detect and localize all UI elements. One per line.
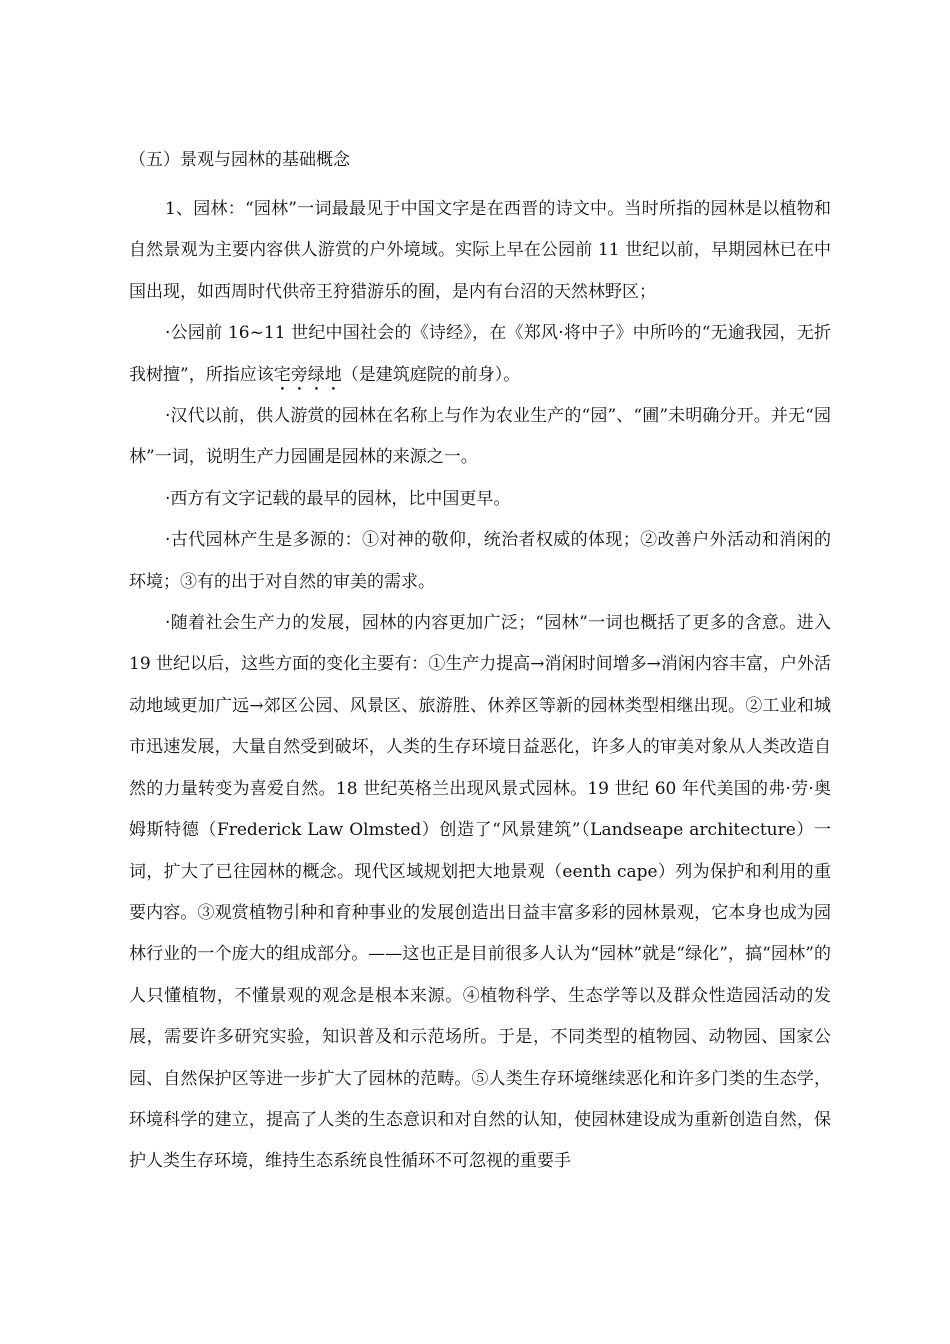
section-heading: （五）景观与园林的基础概念 — [129, 150, 350, 170]
paragraph-origins: ·古代园林产生是多源的：①对神的敬仰，统治者权威的体现；②改善户外活动和消闲的环境；③有的出于对自然的审美的需求。 — [129, 530, 831, 592]
paragraph-development: ·随着社会生产力的发展，园林的内容更加广泛；“园林”一词也概括了更多的含意。进入 19 世纪以后，这些方面的变化主要有：①生产力提高→消闲时间增多→消闲内容丰富，户外活动地域更加广远→郊区公园、风景区、旅游胜、休养区等新的园林类型相继出现。②工业和城市迅速发展，大量自然受到破坏，人类的生存环境日益恶化，许多人的审美对象从人类改造自然的力量转变为喜爱自然。18 世纪英格兰出现风景式园林。19 世纪 60 年代美国的弗·劳·奥姆斯特德（Frederick Law Olmsted）创造了“风景建筑”（Landseape architecture）一词，扩大了已往园林的概念。现代区域规划把大地景观（eenth cape）列为保护和利用的重要内容。③观赏植物引种和育种事业的发展创造出日益丰富多彩的园林景观，它本身也成为园林行业的一个庞大的组成部分。——这也正是目前很多人认为“园林”就是“绿化”，搞“园林”的人只懂植物，不懂景观的观念是根本来源。④植物科学、生态学等以及群众性造园活动的发展，需要许多研究实验，知识普及和示范场所。于是，不同类型的植物园、动物园、国家公园、自然保护区等进一步扩大了园林的范畴。⑤人类生存环境继续恶化和许多门类的生态学，环境科学的建立，提高了人类的生态意识和对自然的认知，使园林建设成为重新创造自然，保护人类生存环境，维持生态系统良性循环不可忽视的重要手 — [129, 613, 831, 1172]
paragraph-garden-definition: 1、园林：“园林”一词最最见于中国文字是在西晋的诗文中。当时所指的园林是以植物和自然景观为主要内容供人游赏的户外境域。实际上早在公园前 11 世纪以前，早期园林已在中国出现，如西周时代供帝王狩猎游乐的囿，是内有台沼的天然林野区； — [129, 199, 831, 302]
paragraph-text: ·公园前 16~11 世纪中国社会的《诗经》，在《郑风·将中子》中所吟的“无逾我园，无折我树擅”，所指应该 — [129, 323, 831, 385]
paragraph-western-gardens: ·西方有文字记载的最早的园林，比中国更早。 — [165, 488, 511, 509]
paragraph-text: （是建筑庭院的前身）。 — [341, 364, 521, 385]
emphasized-term: 宅旁绿地 — [273, 364, 342, 385]
paragraph-han-dynasty: ·汉代以前，供人游赏的园林在名称上与作为农业生产的“园”、“圃”未明确分开。并无“园林”一词，说明生产力园圃是园林的来源之一。 — [129, 406, 831, 468]
paragraph-book-of-songs — [129, 313, 831, 396]
document-body — [129, 148, 831, 1183]
